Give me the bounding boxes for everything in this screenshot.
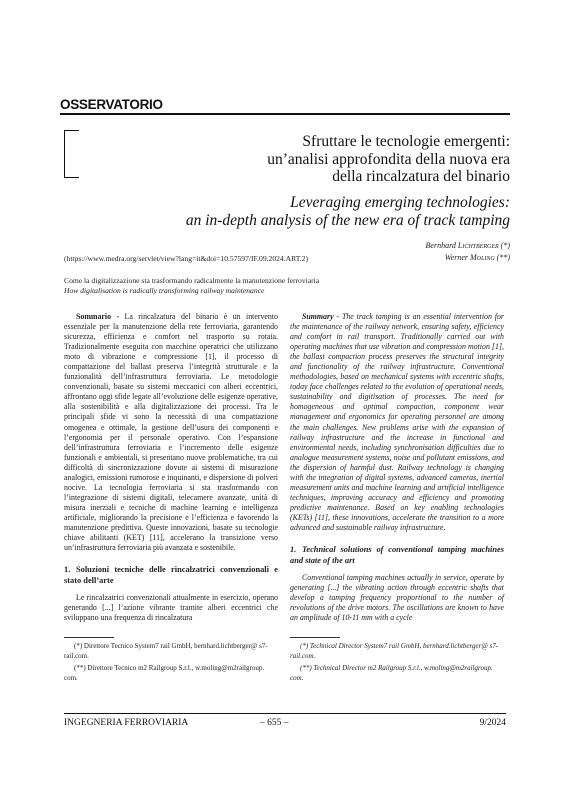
body-paragraph: Le rincalzatrici convenzionali attualmente in esercizio, operano generando [...] l’azione vibrante tramite alberi eccentrici che sviluppano una frequenza di rincalzatura <box>64 593 278 623</box>
page-number: – 655 – <box>260 718 289 728</box>
author: Bernhard Lichtberger (*) <box>425 241 510 250</box>
summary-paragraph: Sommario - La rincalzatura del binario è un intervento essenziale per la manutenzione della rete ferroviaria, garantendo sicurezza, efficienza e comfort nel trasporto su rotaia. Tradizionalmente eseguita con macchine operatrici che utilizzano moto di vibrazione e compressione [1], il processo di compattazione del ballast preserva l’integrità strutturale e la funzionalità dell’infrastruttura ferroviaria. Le metodologie convenzionali, basate su sistemi meccanici con alberi eccentrici, affrontano oggi sfide legate all’evoluzione delle esigenze operative, alla sostenibilità e alla digitalizzazione dei processi. Tra le principali sfide vi sono la necessità di una compattazione omogenea e ottimale, la gestione dell’usura dei componenti e l’ergonomia per il personale operativo. Con l’espansione dell’infrastruttura ferroviaria e l’incremento delle esigenze funzionali e ambientali, si presentano nuove problematiche, tra cui difficoltà di sincronizzazione dovute ai sistemi di misurazione analogici, emissioni rumorose e inquinanti, e dispersione di polveri nocive. La tecnologia ferroviaria si sta trasformando con l’integrazione di sistemi digitali, telecamere avanzate, unità di misura inerziali e tecniche di machine learning e intelligenza artificiale, migliorando la precisione e l’efficienza e favorendo la manutenzione predittiva. Queste innovazioni, basate su tecnologie chiave abilitanti (KET) [11], accelerano la transizione verso un’infrastruttura ferroviaria più avanzata e sostenibile. <box>64 312 278 553</box>
section-label: OSSERVATORIO <box>60 97 163 112</box>
title-it-line: Sfruttare le tecnologie emergenti: <box>302 133 510 150</box>
title-it-line: della rincalzatura del binario <box>332 168 510 185</box>
footnote: (*) Technical Director System7 rail GmbH, bernhard.lichtberger@ s7-rail.com. <box>290 642 499 660</box>
italian-column <box>64 312 278 623</box>
title-english <box>70 194 510 229</box>
summary-paragraph: Summary - The track tamping is an essential intervention for the maintenance of the railway network, ensuring safety, efficiency and comfort in rail transport. Traditionally carried out with operating machines that use vibration and compression motion [1], the ballast compaction process preserves the structural integrity and functionality of the railway infrastructure. Conventional methodologies, based on mechanical systems with eccentric shafts, today face challenges related to the evolution of operational needs, sustainability and digitisation of processes. The need for homogeneous and optimal compaction, component wear management and ergonomics for operating personnel are among the main challenges. New problems arise with the expansion of railway infrastructure and the increase in functional and environmental needs, including synchronisation difficulties due to analogue measurement systems, noise and pollutant emissions, and the dispersion of harmful dust. Railway technology is changing with the integration of digital systems, advanced cameras, inertial measurement units and machine learning and artificial intelligence techniques, improving accuracy and efficiency and promoting predictive maintenance. Based on key enabling technologies (KETs) [11], these innovations, accelerate the transition to a more advanced and sustainable railway infrastructure. <box>290 312 504 532</box>
issue-number: 9/2024 <box>479 718 506 728</box>
footnote-rule <box>290 637 340 638</box>
title-en-line: an in-depth analysis of the new era of track tamping <box>185 211 510 229</box>
caption-en: How digitalisation is radically transforming railway maintenance <box>64 286 265 295</box>
header-rule <box>60 113 510 115</box>
footnotes-italian <box>64 642 278 686</box>
subtitle-caption <box>64 276 504 296</box>
footnote-rule <box>64 637 114 638</box>
footnote: (**) Technical Director m2 Railgroup S.r.l., w.moling@m2railgroup. com. <box>290 664 493 682</box>
journal-name: INGEGNERIA FERROVIARIA <box>64 718 189 728</box>
title-italian <box>150 133 510 186</box>
title-bracket <box>64 130 79 178</box>
author: Werner Moling (**) <box>444 253 510 262</box>
authors <box>426 240 510 264</box>
english-column <box>290 312 504 623</box>
section-heading: 1. Soluzioni tecniche delle rincalzatrici convenzionali e stato dell’arte <box>64 565 278 585</box>
doi-link[interactable]: (https://www.medra.org/servlet/view?lang=it&doi=10.57597/IF.09.2024.ART.2) <box>64 254 308 263</box>
title-en-line: Leveraging emerging technologies: <box>290 194 510 211</box>
footnote: (**) Direttore Tecnico m2 Railgroup S.r.l., w.moling@m2railgroup. com. <box>64 664 265 682</box>
section-heading: 1. Technical solutions of conventional tamping machines and state of the art <box>290 545 504 565</box>
title-it-line: un’analisi approfondita della nuova era <box>267 150 510 168</box>
body-paragraph: Conventional tamping machines actually in service, operate by generating [...] the vibrating action through eccentric shafts that develop a tamping frequency proportional to the number of revolutions of the drive motors. The oscillations are known to have an amplitude of 10-11 mm with a cycle <box>290 573 504 623</box>
footnote: (*) Direttore Tecnico System7 rail GmbH, bernhard.lichtberger@ s7-rail.com. <box>64 642 268 660</box>
footer-rule <box>64 713 506 714</box>
footnotes-english <box>290 642 504 686</box>
caption-it: Come la digitalizzazione sta trasformando radicalmente la manutenzione ferroviaria <box>64 276 320 285</box>
